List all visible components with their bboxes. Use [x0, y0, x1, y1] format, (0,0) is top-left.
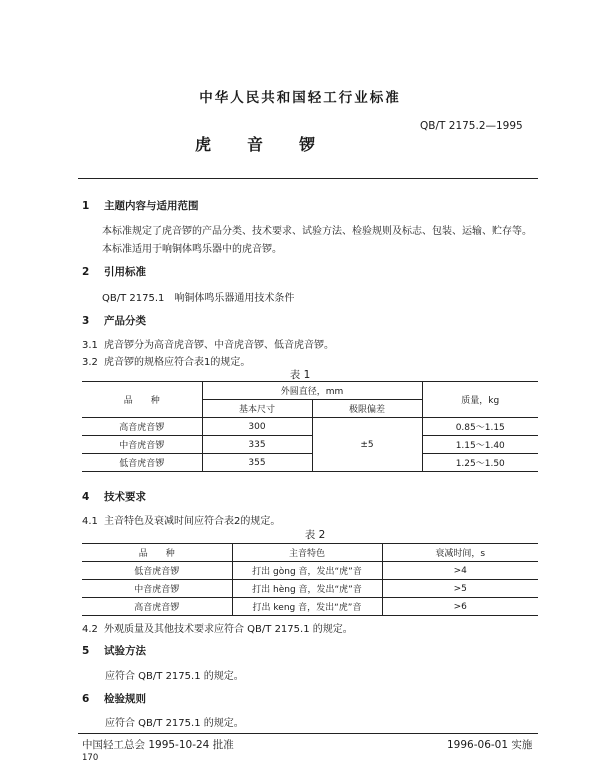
- cell-variety: 中音虎音锣: [82, 580, 232, 598]
- clause-number: 3.2: [82, 357, 98, 368]
- cell-tone: 打出 gòng 音，发出“虎”音: [232, 562, 382, 580]
- cell-mass: 0.85～1.15: [422, 418, 538, 436]
- standard-number: QB/T 2175.2—1995: [420, 120, 523, 132]
- table-2: [82, 543, 538, 616]
- section-4-heading: [82, 489, 146, 504]
- section-title: 主题内容与适用范围: [104, 200, 199, 212]
- header-variety: 品 种: [82, 544, 232, 562]
- cell-variety: 低音虎音锣: [82, 454, 202, 472]
- table-row: [82, 598, 538, 616]
- clause-text: 虎音锣的规格应符合表1的规定。: [104, 357, 251, 368]
- cell-size: 355: [202, 454, 312, 472]
- clause-number: 4.1: [82, 516, 98, 527]
- cell-decay: >5: [382, 580, 538, 598]
- section-6-paragraph: 应符合 QB/T 2175.1 的规定。: [105, 718, 244, 729]
- approval-line: 中国轻工总会 1995-10-24 批准: [82, 739, 234, 751]
- cell-variety: 中音虎音锣: [82, 436, 202, 454]
- section-number: 1: [82, 200, 90, 212]
- header-diameter: 外圆直径，mm: [202, 382, 422, 400]
- clause-text: 主音特色及衰减时间应符合表2的规定。: [104, 516, 281, 527]
- section-1-heading: [82, 198, 199, 213]
- section-title: 技术要求: [104, 491, 146, 503]
- table-row: [82, 436, 538, 454]
- clause-3-1: [82, 336, 334, 351]
- table-1: [82, 381, 538, 472]
- section-5-heading: [82, 643, 146, 658]
- cell-mass: 1.15～1.40: [422, 436, 538, 454]
- cell-size: 300: [202, 418, 312, 436]
- table-row: [82, 580, 538, 598]
- clause-4-1: [82, 512, 280, 527]
- organization-title: 中华人民共和国轻工行业标准: [199, 90, 401, 106]
- section-number: 6: [82, 693, 90, 705]
- section-title: 产品分类: [104, 315, 146, 327]
- section-number: 2: [82, 266, 90, 278]
- clause-text: 虎音锣分为高音虎音锣、中音虎音锣、低音虎音锣。: [104, 340, 334, 351]
- referenced-standard: QB/T 2175.1 响铜体鸣乐器通用技术条件: [102, 293, 295, 304]
- section-6-heading: [82, 691, 146, 706]
- header-rule: [78, 178, 538, 179]
- document-title: 虎音锣: [195, 135, 352, 154]
- clause-4-2: [82, 620, 353, 635]
- cell-decay: >6: [382, 598, 538, 616]
- header-mass: 质量，kg: [422, 382, 538, 418]
- clause-3-2: [82, 353, 250, 368]
- header-basic-size: 基本尺寸: [202, 400, 312, 418]
- table-row: [82, 418, 538, 436]
- implementation-date: 1996-06-01 实施: [447, 739, 533, 751]
- section-3-heading: [82, 313, 146, 328]
- section-title: 检验规则: [104, 693, 146, 705]
- header-tolerance: 极限偏差: [312, 400, 422, 418]
- table-1-caption: 表 1: [289, 369, 311, 381]
- section-number: 3: [82, 315, 90, 327]
- clause-number: 4.2: [82, 624, 98, 635]
- cell-decay: >4: [382, 562, 538, 580]
- section-1-paragraph-1: 本标准规定了虎音锣的产品分类、技术要求、试验方法、检验规则及标志、包装、运输、贮存等。: [102, 226, 532, 237]
- table-2-caption: 表 2: [304, 529, 326, 541]
- section-5-paragraph: 应符合 QB/T 2175.1 的规定。: [105, 671, 244, 682]
- cell-tolerance: ±5: [312, 418, 422, 472]
- cell-mass: 1.25～1.50: [422, 454, 538, 472]
- page-number: 170: [82, 753, 99, 763]
- footer-rule: [78, 733, 538, 734]
- cell-variety: 低音虎音锣: [82, 562, 232, 580]
- table-row: [82, 562, 538, 580]
- header-variety: 品 种: [82, 382, 202, 418]
- table-row: [82, 454, 538, 472]
- section-1-paragraph-2: 本标准适用于响铜体鸣乐器中的虎音锣。: [102, 244, 282, 255]
- header-tone: 主音特色: [232, 544, 382, 562]
- cell-tone: 打出 keng 音，发出“虎”音: [232, 598, 382, 616]
- header-decay: 衰减时间，s: [382, 544, 538, 562]
- cell-size: 335: [202, 436, 312, 454]
- cell-tone: 打出 hèng 音，发出“虎”音: [232, 580, 382, 598]
- cell-variety: 高音虎音锣: [82, 598, 232, 616]
- section-title: 试验方法: [104, 645, 146, 657]
- section-number: 5: [82, 645, 90, 657]
- cell-variety: 高音虎音锣: [82, 418, 202, 436]
- clause-number: 3.1: [82, 340, 98, 351]
- section-number: 4: [82, 491, 90, 503]
- clause-text: 外观质量及其他技术要求应符合 QB/T 2175.1 的规定。: [104, 624, 353, 635]
- section-title: 引用标准: [104, 266, 146, 278]
- section-2-heading: [82, 264, 146, 279]
